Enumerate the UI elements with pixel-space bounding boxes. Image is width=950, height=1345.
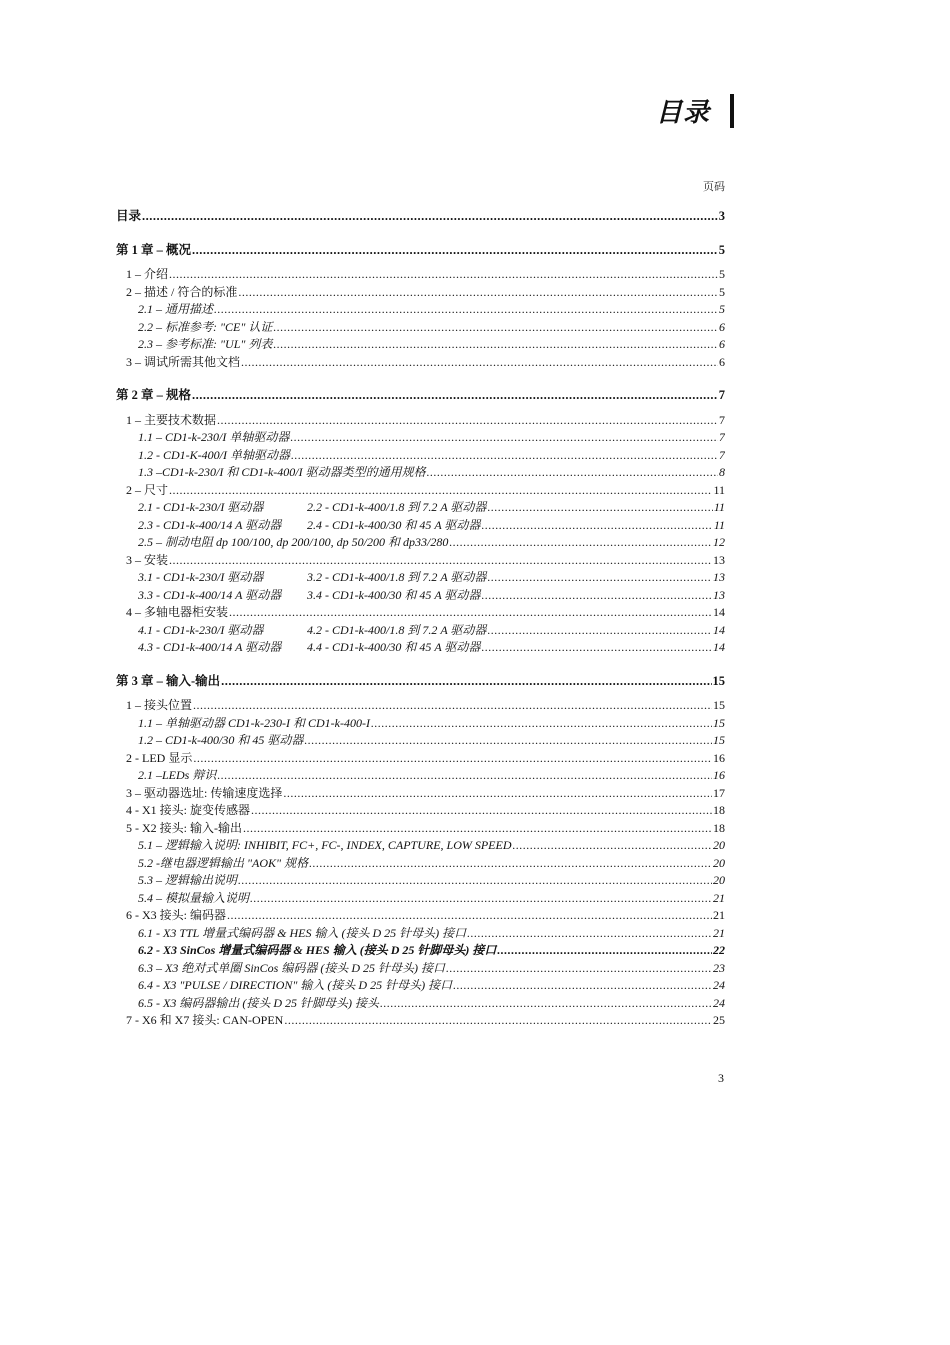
toc-entry[interactable] — [116, 855, 725, 873]
toc-entry-label — [138, 837, 512, 855]
toc-entry-label — [126, 266, 168, 284]
toc-entry-label — [116, 387, 191, 405]
toc-page-number: 21 — [713, 908, 725, 922]
toc-entry[interactable] — [116, 429, 725, 447]
toc-entry-label — [116, 673, 220, 691]
toc-entry-label — [126, 412, 216, 430]
toc-leader-dots — [238, 284, 718, 302]
toc-leader-dots — [169, 552, 712, 570]
toc-entry-label — [126, 802, 250, 820]
toc-entry[interactable] — [116, 750, 725, 768]
toc-page-number: 20 — [713, 855, 725, 870]
toc-entry-label-text: 2 - LED 显示 — [126, 750, 193, 765]
toc-leader-dots — [214, 301, 718, 319]
toc-entry-label-text: 5.3 – 逻辑输出说明 — [138, 873, 238, 887]
toc-entry-label — [116, 242, 191, 260]
toc-page-number: 22 — [713, 943, 725, 957]
toc-leader-dots — [238, 872, 712, 890]
toc-entry-label-first: 4.1 - CD1-k-230/I 驱动器 — [138, 622, 264, 637]
toc-entry[interactable] — [116, 995, 725, 1013]
toc-page-number: 23 — [713, 960, 725, 975]
toc-page-number: 21 — [713, 925, 725, 940]
toc-entry[interactable] — [116, 907, 725, 925]
toc-entry-label-text: 6.2 - X3 SinCos 增量式编码器 & HES 输入 (接头 D 25 针脚母头) 接口 — [138, 943, 497, 957]
toc-entry-label — [126, 604, 228, 622]
toc-page-number: 5 — [718, 242, 725, 257]
page-column-label: 页码 — [703, 181, 725, 193]
toc-leader-dots — [283, 785, 712, 803]
toc-page-number: 13 — [713, 552, 725, 567]
toc-entry[interactable] — [116, 569, 725, 587]
toc-page-number: 5 — [719, 302, 725, 316]
toc-leader-dots — [250, 890, 712, 908]
toc-page-number: 15 — [713, 698, 725, 712]
toc-entry-label-first: 2.3 - CD1-k-400/14 A 驱动器 — [138, 517, 282, 532]
toc-entry[interactable] — [116, 767, 725, 785]
toc-leader-dots — [221, 673, 711, 691]
toc-page-number: 14 — [713, 640, 725, 654]
toc-entry-label-text: 2 – 描述 / 符合的标准 — [126, 284, 238, 299]
toc-page-number: 21 — [713, 890, 725, 905]
toc-entry-label-text: 1.3 –CD1-k-230/I 和 CD1-k-400/I 驱动器类型的通用规格 — [138, 465, 426, 479]
toc-entry-label — [138, 767, 216, 785]
toc-entry-label-text: 2.2 - CD1-k-400/1.8 到 7.2 A 驱动器 — [307, 500, 487, 514]
toc-entry-label-text: 第 2 章 – 规格 — [116, 388, 192, 402]
toc-entry[interactable] — [116, 447, 725, 465]
toc-entry[interactable] — [116, 354, 725, 372]
toc-entry[interactable] — [116, 284, 725, 302]
toc-entry[interactable] — [116, 639, 725, 657]
toc-entry-label — [138, 890, 249, 908]
toc-entry-label — [138, 319, 272, 337]
toc-leader-dots — [169, 482, 712, 500]
toc-entry-label-text: 5 - X2 接头: 输入-输出 — [126, 820, 242, 835]
table-of-contents — [116, 208, 725, 1030]
toc-entry[interactable] — [116, 517, 725, 535]
toc-entry-label-text: 5.2 -继电器逻辑输出 "AOK" 规格 — [138, 855, 309, 870]
toc-entry[interactable] — [116, 387, 725, 405]
toc-leader-dots — [193, 697, 712, 715]
toc-page-number: 13 — [713, 570, 725, 584]
toc-page-number: 7 — [719, 430, 725, 444]
toc-leader-dots — [169, 266, 718, 284]
toc-entry-label-text: 6 - X3 接头: 编码器 — [126, 908, 226, 922]
toc-entry-label-first: 2.1 - CD1-k-230/I 驱动器 — [138, 500, 264, 514]
toc-leader-dots — [142, 208, 718, 226]
toc-entry-label-text: 第 3 章 – 输入-输出 — [116, 673, 221, 688]
toc-leader-dots — [481, 587, 712, 605]
toc-entry-label — [138, 499, 486, 517]
toc-entry-label-text: 2.5 – 制动电阻 dp 100/100, dp 200/100, dp 50/200 和 dp33/280 — [138, 535, 449, 549]
toc-page-number: 18 — [713, 803, 725, 817]
toc-leader-dots — [273, 336, 718, 354]
toc-entry[interactable] — [116, 208, 725, 226]
toc-entry-label — [126, 820, 242, 838]
toc-entry-label-first: 3.3 - CD1-k-400/14 A 驱动器 — [138, 587, 282, 602]
toc-page-number: 7 — [718, 388, 725, 402]
toc-entry-label-text: 3 – 驱动器选址: 传输速度选择 — [126, 785, 283, 800]
toc-entry-label-text: 2.1 –LEDs 辩识 — [138, 768, 217, 782]
toc-entry[interactable] — [116, 837, 725, 855]
toc-entry-label — [138, 995, 379, 1013]
toc-leader-dots — [217, 767, 712, 785]
toc-leader-dots — [481, 639, 712, 657]
toc-page-number: 14 — [713, 605, 725, 619]
toc-page-number: 11 — [713, 482, 725, 497]
toc-entry-label — [138, 977, 452, 995]
toc-entry-label-text: 6.4 - X3 "PULSE / DIRECTION" 输入 (接头 D 25 针母头) 接口 — [138, 978, 453, 992]
toc-entry-label — [138, 855, 308, 873]
toc-entry[interactable] — [116, 319, 725, 337]
toc-entry[interactable] — [116, 673, 725, 691]
toc-entry-label-text: 4 - X1 接头: 旋变传感器 — [126, 803, 250, 817]
toc-page-number: 25 — [713, 1013, 725, 1027]
toc-entry[interactable] — [116, 534, 725, 552]
toc-leader-dots — [304, 732, 712, 750]
toc-leader-dots — [192, 387, 718, 405]
toc-entry[interactable] — [116, 802, 725, 820]
toc-leader-dots — [487, 622, 712, 640]
toc-entry-label — [126, 482, 168, 500]
toc-page-number: 14 — [713, 622, 725, 637]
toc-page-number: 20 — [713, 838, 725, 852]
toc-leader-dots — [290, 429, 718, 447]
toc-leader-dots — [251, 802, 712, 820]
toc-entry-label-text: 4 – 多轴电器柜安装 — [126, 605, 229, 619]
toc-entry[interactable] — [116, 552, 725, 570]
toc-leader-dots — [481, 517, 712, 535]
toc-page-number: 11 — [713, 500, 725, 514]
toc-page-number: 15 — [713, 715, 725, 730]
toc-entry-label — [126, 697, 192, 715]
toc-entry[interactable] — [116, 482, 725, 500]
toc-entry-label — [126, 1012, 283, 1030]
toc-leader-dots — [513, 837, 712, 855]
toc-leader-dots — [273, 319, 718, 337]
toc-leader-dots — [453, 977, 712, 995]
toc-entry-label-text: 1.2 – CD1-k-400/30 和 45 驱动器 — [138, 733, 304, 747]
toc-page-number: 15 — [712, 673, 725, 688]
toc-leader-dots — [193, 750, 712, 768]
title-block — [656, 92, 734, 129]
toc-entry-label — [138, 960, 445, 978]
toc-entry-label — [138, 464, 426, 482]
toc-leader-dots — [217, 412, 718, 430]
toc-page-number: 6 — [719, 337, 725, 351]
toc-leader-dots — [309, 855, 712, 873]
toc-entry-label — [138, 301, 213, 319]
footer-page-number: 3 — [718, 1071, 724, 1085]
toc-entry-label-text: 1.1 – 单轴驱动器 CD1-k-230-I 和 CD1-k-400-I — [138, 715, 370, 730]
toc-entry-label — [138, 569, 486, 587]
toc-entry[interactable] — [116, 942, 725, 960]
toc-entry-label-text: 5.1 – 逻辑输入说明: INHIBIT, FC+, FC-, INDEX, CAPTURE, LOW SPEED — [138, 838, 512, 852]
toc-entry-label-text: 1.1 – CD1-k-230/I 单轴驱动器 — [138, 430, 290, 444]
toc-entry-label-text: 2.3 – 参考标准: "UL" 列表 — [138, 337, 273, 351]
toc-entry-label-text: 1 – 主要技术数据 — [126, 412, 217, 427]
toc-entry-label-text: 2.4 - CD1-k-400/30 和 45 A 驱动器 — [307, 517, 481, 532]
toc-entry[interactable] — [116, 499, 725, 517]
toc-entry[interactable] — [116, 785, 725, 803]
toc-page-number: 5 — [719, 267, 725, 281]
toc-entry-label-text: 6.3 – X3 绝对式单圈 SinCos 编码器 (接头 D 25 针母头) 接口 — [138, 960, 445, 975]
toc-entry[interactable] — [116, 336, 725, 354]
toc-entry[interactable] — [116, 587, 725, 605]
toc-entry[interactable] — [116, 890, 725, 908]
toc-page-number: 6 — [719, 319, 725, 334]
toc-entry-label-text: 目录 — [116, 209, 142, 223]
toc-page-number: 13 — [713, 587, 725, 602]
toc-leader-dots — [371, 715, 712, 733]
toc-entry[interactable] — [116, 464, 725, 482]
toc-entry-label — [138, 732, 303, 750]
toc-entry-label-text: 4.2 - CD1-k-400/1.8 到 7.2 A 驱动器 — [307, 622, 487, 637]
toc-leader-dots — [241, 354, 718, 372]
toc-page-number: 7 — [719, 412, 725, 427]
toc-leader-dots — [291, 447, 718, 465]
toc-entry-label — [138, 447, 290, 465]
toc-page-number: 7 — [719, 447, 725, 462]
toc-entry-label-text: 3.2 - CD1-k-400/1.8 到 7.2 A 驱动器 — [307, 570, 487, 584]
toc-entry-label — [138, 639, 480, 657]
toc-page-number: 12 — [713, 535, 725, 549]
toc-entry-label — [138, 534, 448, 552]
toc-page-number: 15 — [713, 733, 725, 747]
toc-leader-dots — [192, 242, 718, 260]
toc-entry-label — [126, 785, 282, 803]
toc-entry[interactable] — [116, 266, 725, 284]
toc-entry-label — [138, 872, 237, 890]
toc-page-number: 3 — [718, 209, 725, 223]
toc-entry-label — [138, 587, 480, 605]
toc-entry-label-text: 第 1 章 – 概况 — [116, 242, 192, 257]
toc-entry-label — [126, 907, 226, 925]
toc-entry[interactable] — [116, 242, 725, 260]
toc-leader-dots — [380, 995, 712, 1013]
toc-entry-label — [126, 750, 192, 768]
toc-entry-label-text: 1 – 接头位置 — [126, 698, 193, 712]
toc-page-number: 20 — [713, 873, 725, 887]
toc-page-number: 18 — [713, 820, 725, 835]
toc-entry-label-text: 2.1 – 通用描述 — [138, 302, 214, 316]
toc-entry[interactable] — [116, 977, 725, 995]
title-bar-divider — [730, 94, 734, 128]
toc-page-number: 17 — [713, 785, 725, 800]
toc-leader-dots — [243, 820, 712, 838]
toc-entry-label-text: 6.5 - X3 编码器输出 (接头 D 25 针脚母头) 接头 — [138, 995, 379, 1010]
toc-leader-dots — [467, 925, 712, 943]
toc-entry[interactable] — [116, 872, 725, 890]
toc-entry-label — [138, 715, 370, 733]
toc-entry[interactable] — [116, 697, 725, 715]
toc-entry[interactable] — [116, 925, 725, 943]
toc-entry-label-text: 4.4 - CD1-k-400/30 和 45 A 驱动器 — [307, 640, 481, 654]
toc-page-number: 5 — [719, 284, 725, 299]
toc-leader-dots — [227, 907, 712, 925]
toc-page-number: 24 — [713, 978, 725, 992]
toc-entry-label — [138, 429, 289, 447]
toc-leader-dots — [229, 604, 712, 622]
toc-entry-label-text: 3.4 - CD1-k-400/30 和 45 A 驱动器 — [307, 587, 481, 602]
toc-entry-label — [138, 622, 486, 640]
toc-entry-label — [138, 942, 496, 960]
toc-leader-dots — [449, 534, 712, 552]
toc-entry-label-text: 3 – 调试所需其他文档 — [126, 354, 241, 369]
toc-page-number: 8 — [719, 465, 725, 479]
toc-leader-dots — [446, 960, 712, 978]
toc-entry-label — [116, 208, 141, 226]
toc-entry[interactable] — [116, 301, 725, 319]
toc-page-number: 24 — [713, 995, 725, 1010]
toc-entry-label-text: 5.4 – 模拟量输入说明 — [138, 890, 250, 905]
toc-entry[interactable] — [116, 604, 725, 622]
toc-entry[interactable] — [116, 622, 725, 640]
toc-entry[interactable] — [116, 820, 725, 838]
toc-entry-label — [126, 284, 237, 302]
toc-entry-label-text: 1 – 介绍 — [126, 267, 169, 281]
toc-entry-label-text: 7 - X6 和 X7 接头: CAN-OPEN — [126, 1013, 284, 1027]
toc-leader-dots — [284, 1012, 712, 1030]
toc-page-number: 16 — [713, 750, 725, 765]
toc-entry[interactable] — [116, 715, 725, 733]
toc-entry[interactable] — [116, 960, 725, 978]
toc-entry[interactable] — [116, 1012, 725, 1030]
toc-page-number: 16 — [713, 768, 725, 782]
toc-entry-label — [126, 552, 168, 570]
toc-entry-label-text: 6.1 - X3 TTL 增量式编码器 & HES 输入 (接头 D 25 针母头) 接口 — [138, 925, 467, 940]
toc-entry-label-text: 3 – 安装 — [126, 552, 169, 567]
toc-page-number: 6 — [719, 354, 725, 369]
toc-entry-label — [126, 354, 240, 372]
toc-leader-dots — [487, 499, 712, 517]
toc-leader-dots — [487, 569, 712, 587]
toc-leader-dots — [427, 464, 718, 482]
toc-entry-label-text: 1.2 - CD1-K-400/I 单轴驱动器 — [138, 447, 290, 462]
page-title: 目录 — [655, 98, 710, 128]
toc-entry-label — [138, 336, 272, 354]
toc-entry[interactable] — [116, 412, 725, 430]
toc-page-number: 11 — [713, 517, 725, 532]
toc-entry[interactable] — [116, 732, 725, 750]
toc-entry-label — [138, 925, 466, 943]
toc-entry-label — [138, 517, 480, 535]
toc-entry-label-text: 2.2 – 标准参考: "CE" 认证 — [138, 319, 273, 334]
toc-leader-dots — [497, 942, 712, 960]
toc-entry-label-text: 2 – 尺寸 — [126, 482, 169, 497]
toc-entry-label-first: 3.1 - CD1-k-230/I 驱动器 — [138, 570, 264, 584]
toc-entry-label-first: 4.3 - CD1-k-400/14 A 驱动器 — [138, 640, 282, 654]
